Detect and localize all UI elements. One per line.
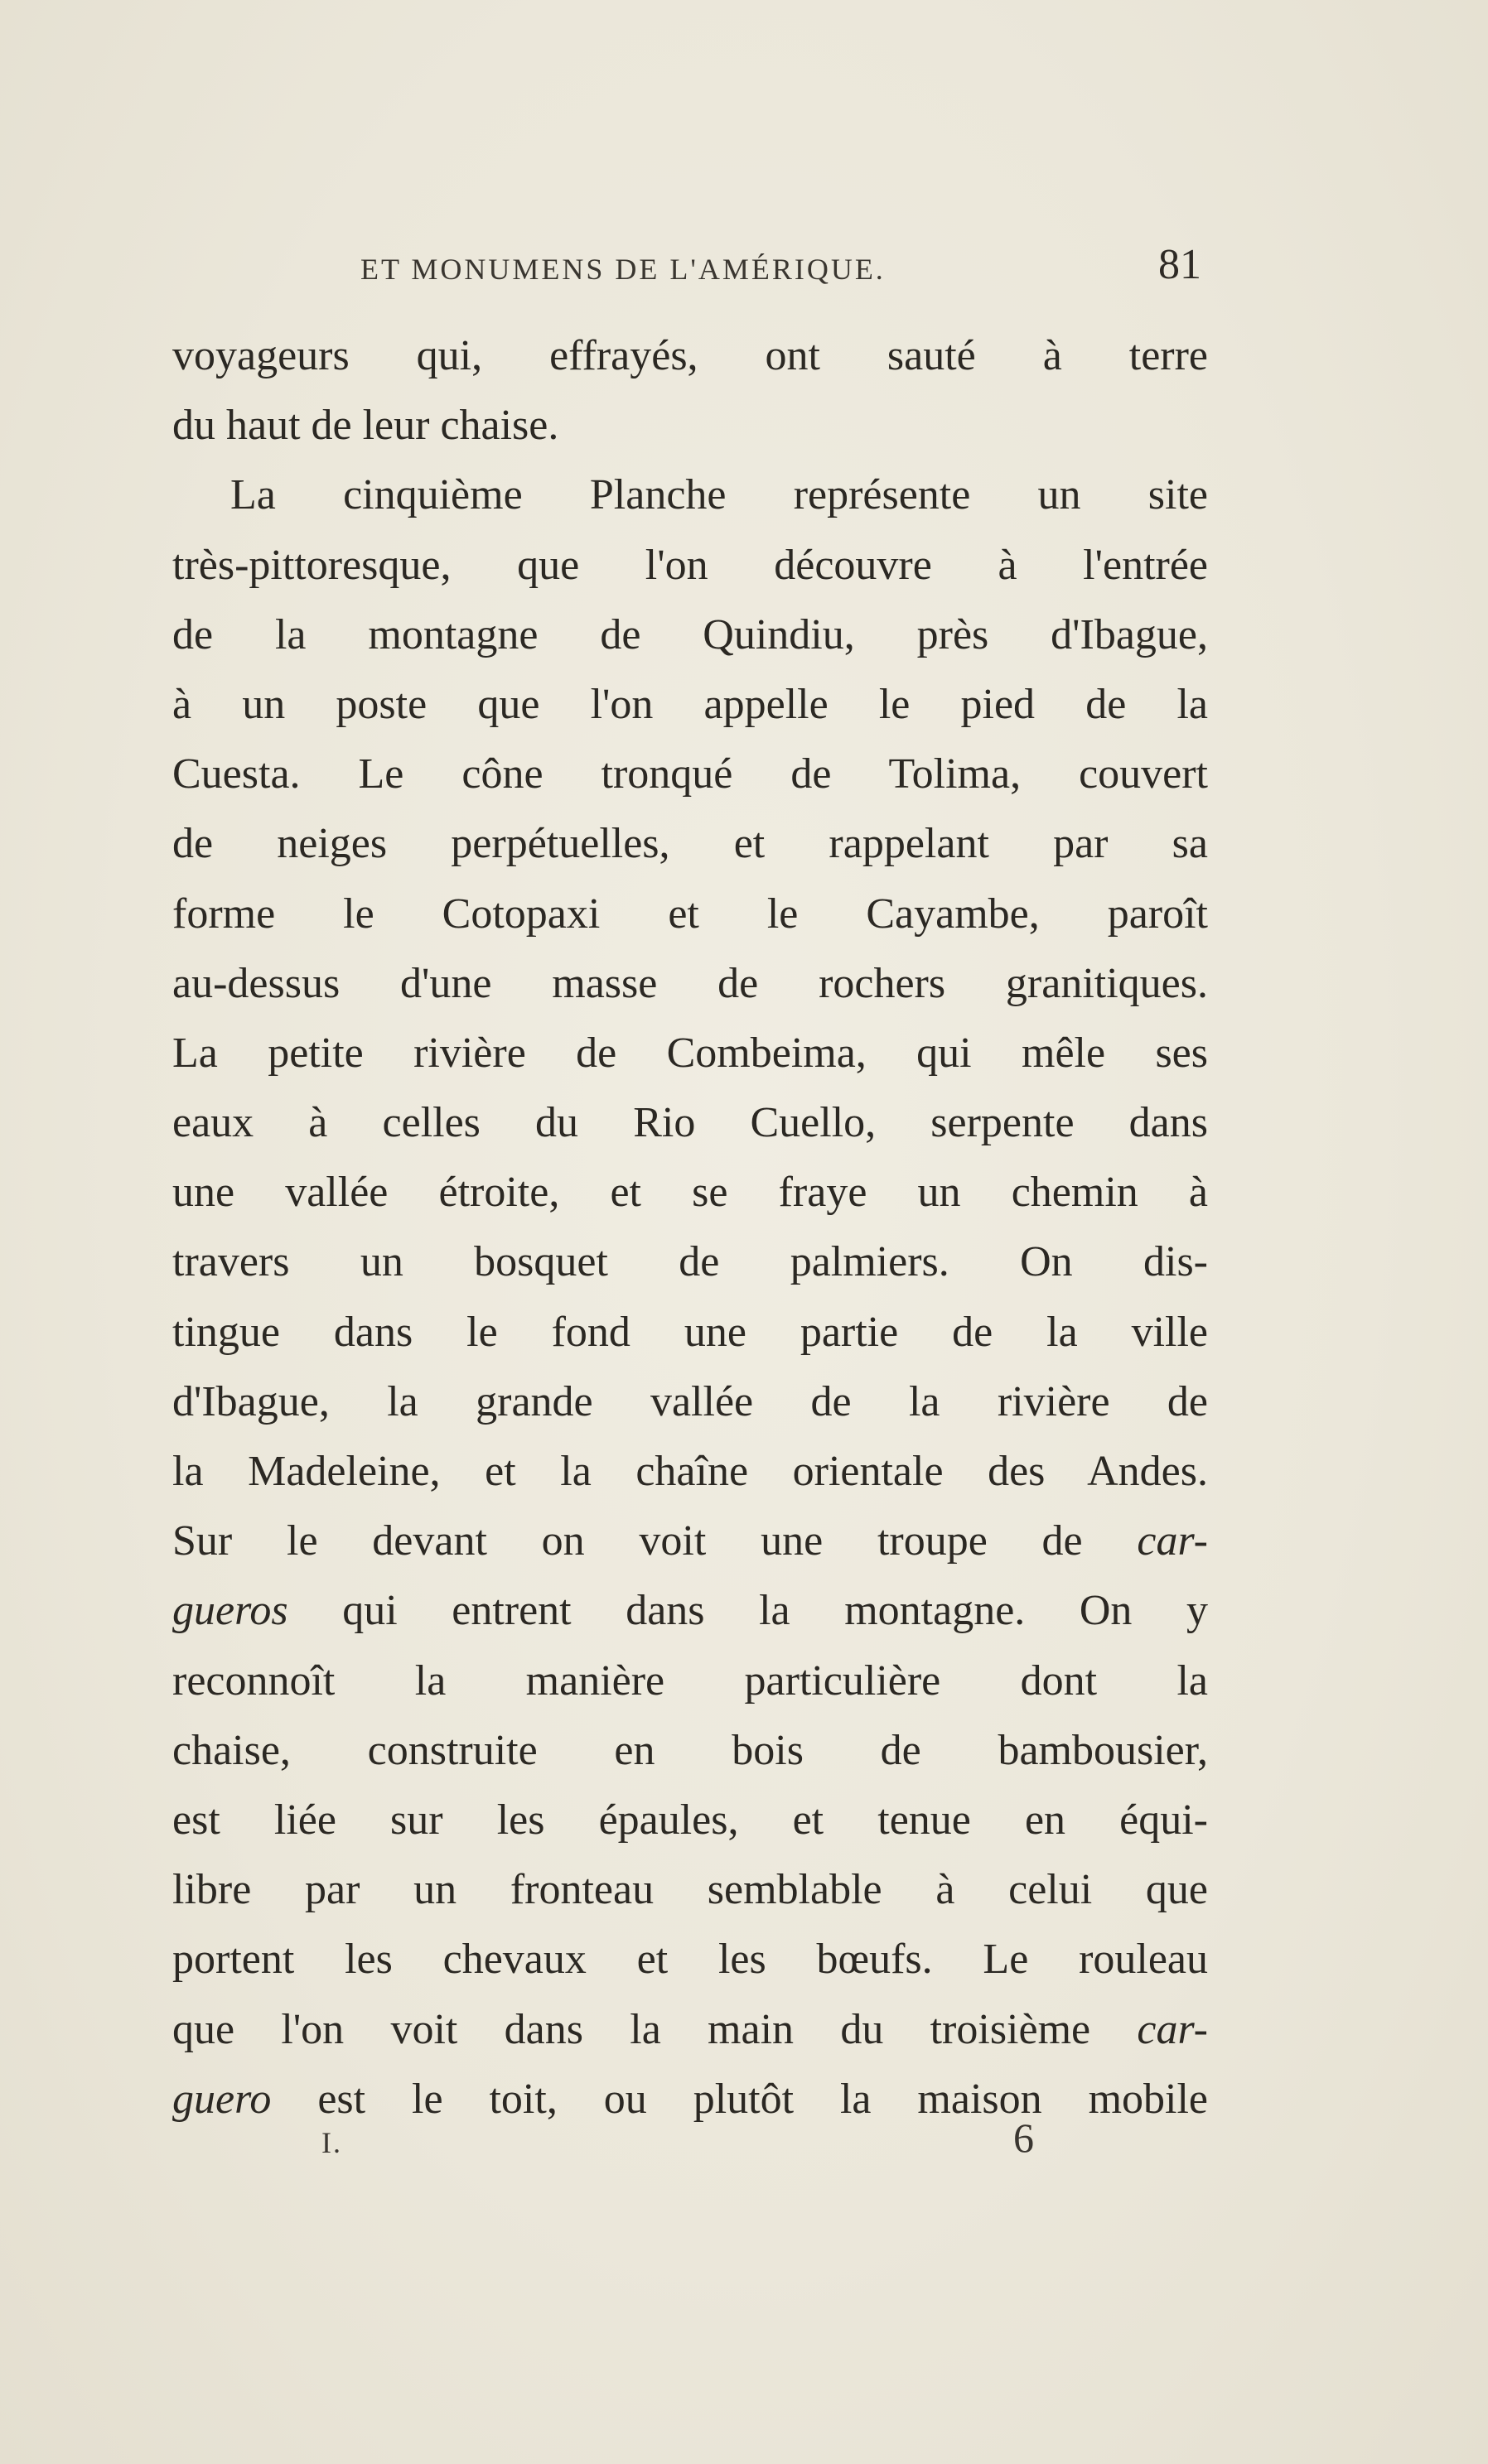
- text-line: est liée sur les épaules, et tenue en équi-: [172, 1796, 1208, 1844]
- page-number: 81: [1158, 241, 1201, 288]
- italic-term: car-: [1137, 1517, 1208, 1565]
- text-line: forme le Cotopaxi et le Cayambe, paroît: [172, 890, 1208, 938]
- body-text: [172, 321, 1208, 2134]
- page-footer: [172, 2114, 1208, 2180]
- italic-term: guero: [172, 2075, 272, 2123]
- text-line: eaux à celles du Rio Cuello, serpente dans: [172, 1099, 1208, 1147]
- text-line: libre par un fronteau semblable à celui que: [172, 1866, 1208, 1914]
- running-title: ET MONUMENS DE L'AMÉRIQUE.: [360, 253, 886, 286]
- text-line: portent les chevaux et les bœufs. Le rouleau: [172, 1936, 1208, 1984]
- text-segment: est le toit, ou plutôt la maison mobile: [317, 2075, 1208, 2123]
- text-line: reconnoît la manière particulière dont la: [172, 1656, 1208, 1705]
- text-line: de la montagne de Quindiu, près d'Ibague,: [172, 610, 1208, 658]
- text-line-with-italic: [172, 1507, 1208, 1576]
- text-line: de neiges perpétuelles, et rappelant par sa: [172, 820, 1208, 868]
- text-line: tingue dans le fond une partie de la ville: [172, 1308, 1208, 1356]
- signature-mark: I.: [321, 2126, 342, 2159]
- text-line-with-italic: [172, 1576, 1208, 1646]
- text-line: voyageurs qui, effrayés, ont sauté à terre: [172, 332, 1208, 379]
- text-line: La petite rivière de Combeima, qui mêle ses: [172, 1029, 1208, 1077]
- text-segment: que l'on voit dans la main du troisième: [172, 2005, 1091, 2053]
- italic-term: gueros: [172, 1587, 288, 1635]
- running-head: [174, 240, 1210, 306]
- text-segment: qui entrent dans la montagne. On y: [342, 1587, 1208, 1635]
- text-line-with-italic: [172, 1995, 1208, 2065]
- text-line: la Madeleine, et la chaîne orientale des Andes.: [172, 1448, 1208, 1495]
- text-segment: Sur le devant on voit une troupe de: [172, 1517, 1083, 1565]
- italic-term: car-: [1137, 2005, 1208, 2053]
- text-line: une vallée étroite, et se fraye un chemin à: [172, 1169, 1208, 1217]
- text-line: d'Ibague, la grande vallée de la rivière de: [172, 1377, 1208, 1425]
- text-line: très-pittoresque, que l'on découvre à l'entrée: [172, 541, 1208, 589]
- paragraph-start-line: La cinquième Planche représente un site: [230, 471, 1208, 519]
- text-line: travers un bosquet de palmiers. On dis-: [172, 1238, 1208, 1286]
- text-line: Cuesta. Le cône tronqué de Tolima, couvert: [172, 750, 1208, 798]
- text-line: chaise, construite en bois de bambousier,: [172, 1726, 1208, 1774]
- text-line: à un poste que l'on appelle le pied de la: [172, 680, 1208, 728]
- text-line: au-dessus d'une masse de rochers granitiques.: [172, 959, 1208, 1007]
- text-line: du haut de leur chaise.: [172, 402, 559, 450]
- sheet-number: 6: [1013, 2114, 1034, 2161]
